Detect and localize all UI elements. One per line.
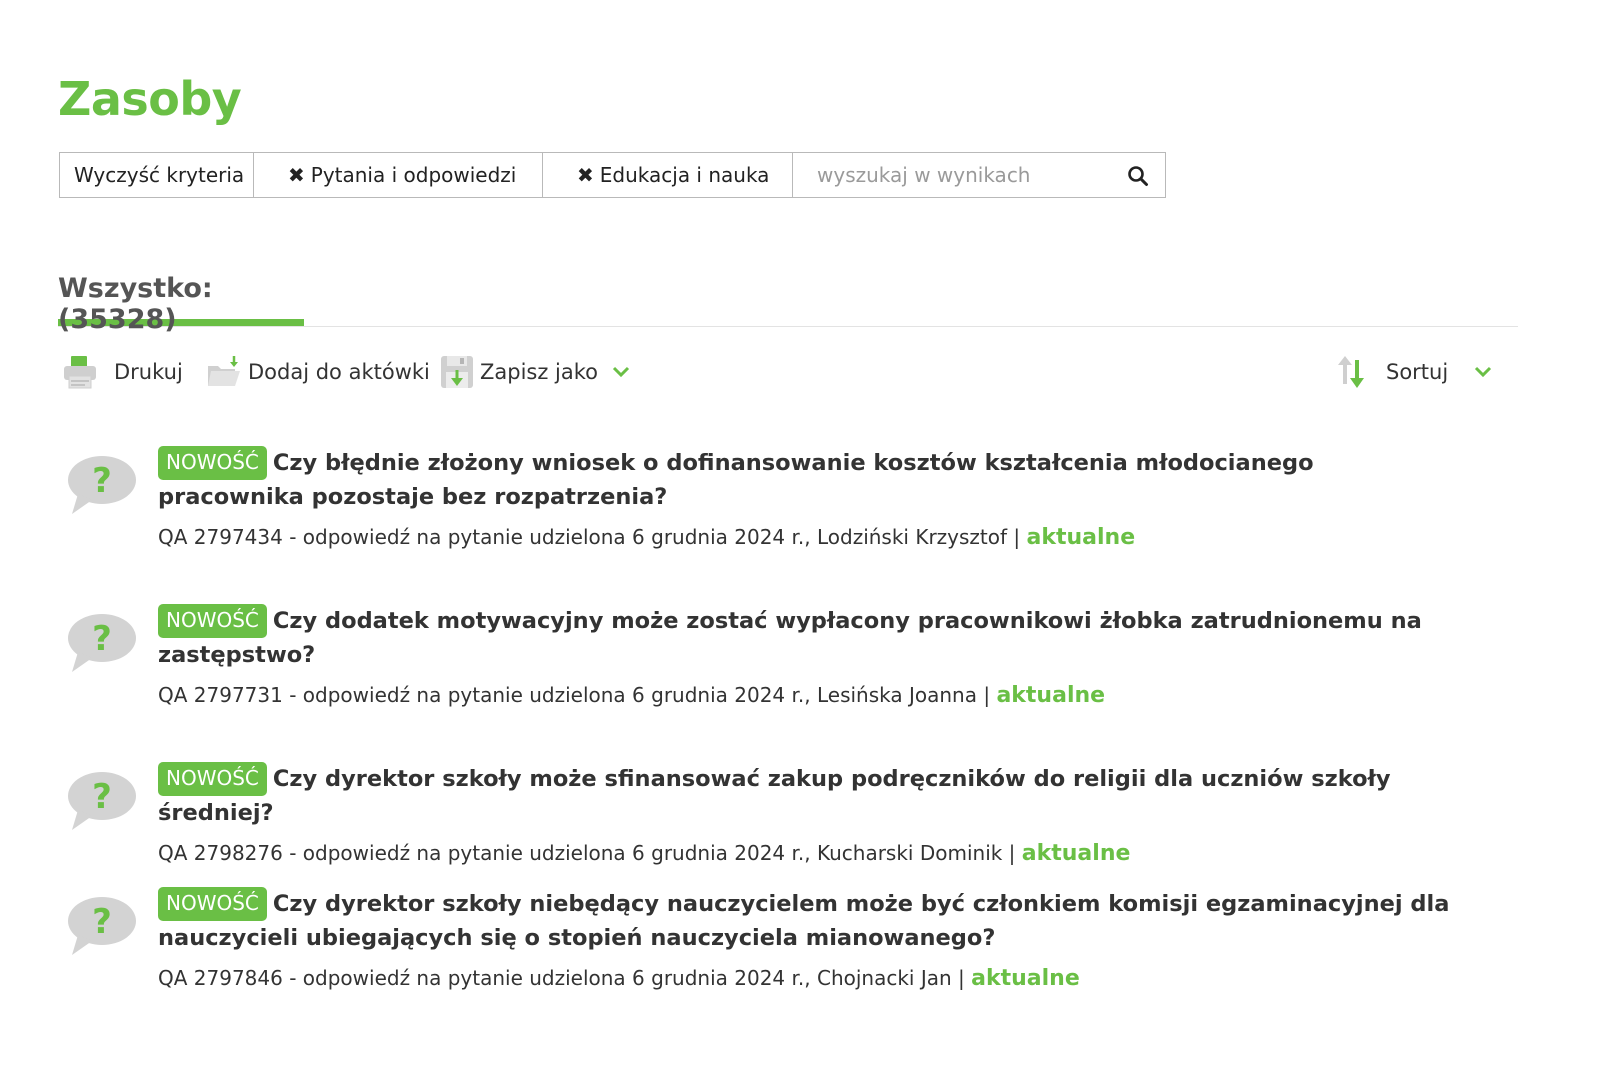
question-bubble-icon	[66, 768, 138, 830]
new-badge: NOWOŚĆ	[158, 762, 267, 796]
print-button[interactable]	[62, 350, 183, 394]
tab-all[interactable]: Wszystko: (35328)	[58, 270, 304, 326]
clear-criteria-label: Wyczyść kryteria	[74, 163, 245, 187]
filter-chip-label: Edukacja i nauka	[599, 163, 770, 187]
new-badge: NOWOŚĆ	[158, 604, 267, 638]
result-meta	[158, 680, 1458, 711]
svg-text:?: ?	[92, 619, 112, 659]
result-title-link[interactable]	[158, 887, 1458, 955]
question-bubble-icon	[66, 893, 138, 955]
result-title: Czy dyrektor szkoły może sfinansować zakup podręczników do religii dla uczniów szkoły średniej?	[158, 766, 1391, 826]
chevron-down-icon	[1474, 366, 1492, 378]
result-meta-text: QA 2798276 - odpowiedź na pytanie udzielona 6 grudnia 2024 r., Kucharski Dominik |	[158, 841, 1022, 865]
new-badge: NOWOŚĆ	[158, 887, 267, 921]
sort-label: Sortuj	[1386, 360, 1449, 384]
save-as-label: Zapisz jako	[480, 360, 599, 384]
results-toolbar	[62, 350, 1512, 394]
result-meta-text: QA 2797434 - odpowiedź na pytanie udzielona 6 grudnia 2024 r., Lodziński Krzysztof |	[158, 525, 1027, 549]
status-link[interactable]: aktualne	[996, 683, 1106, 708]
filter-bar	[59, 152, 1166, 198]
svg-text:?: ?	[92, 902, 112, 942]
status-link[interactable]: aktualne	[1021, 841, 1131, 866]
add-to-briefcase-label: Dodaj do aktówki	[248, 360, 430, 384]
sort-dropdown[interactable]	[1336, 350, 1492, 394]
new-badge: NOWOŚĆ	[158, 446, 267, 480]
result-title: Czy dyrektor szkoły niebędący nauczycielem może być członkiem komisji egzaminacyjnej dla nauczycieli ubiegających się o stopień nauczyciela mianowanego?	[158, 891, 1450, 951]
floppy-disk-icon	[440, 354, 474, 390]
results-tabs	[58, 270, 1518, 335]
page-title: Zasoby	[58, 72, 242, 126]
status-link[interactable]: aktualne	[1026, 525, 1136, 550]
result-meta	[158, 963, 1458, 994]
search-in-results	[793, 153, 1165, 197]
result-title: Czy dodatek motywacyjny może zostać wypłacony pracownikowi żłobka zatrudnionemu na zastępstwo?	[158, 608, 1422, 668]
save-as-dropdown[interactable]	[440, 350, 630, 394]
filter-chip-label: Pytania i odpowiedzi	[310, 163, 517, 187]
filter-chip-questions-answers[interactable]	[254, 153, 543, 197]
chevron-down-icon	[612, 366, 630, 378]
question-bubble-icon	[66, 610, 138, 672]
result-meta	[158, 838, 1458, 869]
remove-filter-icon[interactable]: ✖	[577, 163, 594, 187]
search-input[interactable]	[817, 155, 1137, 195]
add-to-briefcase-button[interactable]	[206, 350, 430, 394]
question-bubble-icon	[66, 452, 138, 514]
clear-criteria-button[interactable]	[60, 153, 254, 197]
result-meta	[158, 522, 1458, 553]
status-link[interactable]: aktualne	[971, 966, 1080, 991]
printer-icon	[62, 354, 98, 390]
result-title-link[interactable]	[158, 446, 1458, 514]
folder-add-icon	[206, 354, 242, 390]
result-meta-text: QA 2797731 - odpowiedź na pytanie udzielona 6 grudnia 2024 r., Lesińska Joanna |	[158, 683, 997, 707]
result-title-link[interactable]	[158, 604, 1458, 672]
sort-icon	[1336, 354, 1366, 390]
result-title-link[interactable]	[158, 762, 1458, 830]
svg-text:?: ?	[92, 461, 112, 501]
filter-chip-education-science[interactable]	[543, 153, 793, 197]
result-meta-text: QA 2797846 - odpowiedź na pytanie udzielona 6 grudnia 2024 r., Chojnacki Jan |	[158, 966, 972, 990]
result-title: Czy błędnie złożony wniosek o dofinansowanie kosztów kształcenia młodocianego pracownika pozostaje bez rozpatrzenia?	[158, 450, 1314, 510]
print-label: Drukuj	[114, 360, 183, 384]
search-icon[interactable]	[1127, 165, 1149, 187]
remove-filter-icon[interactable]: ✖	[288, 163, 305, 187]
svg-text:?: ?	[92, 777, 112, 817]
